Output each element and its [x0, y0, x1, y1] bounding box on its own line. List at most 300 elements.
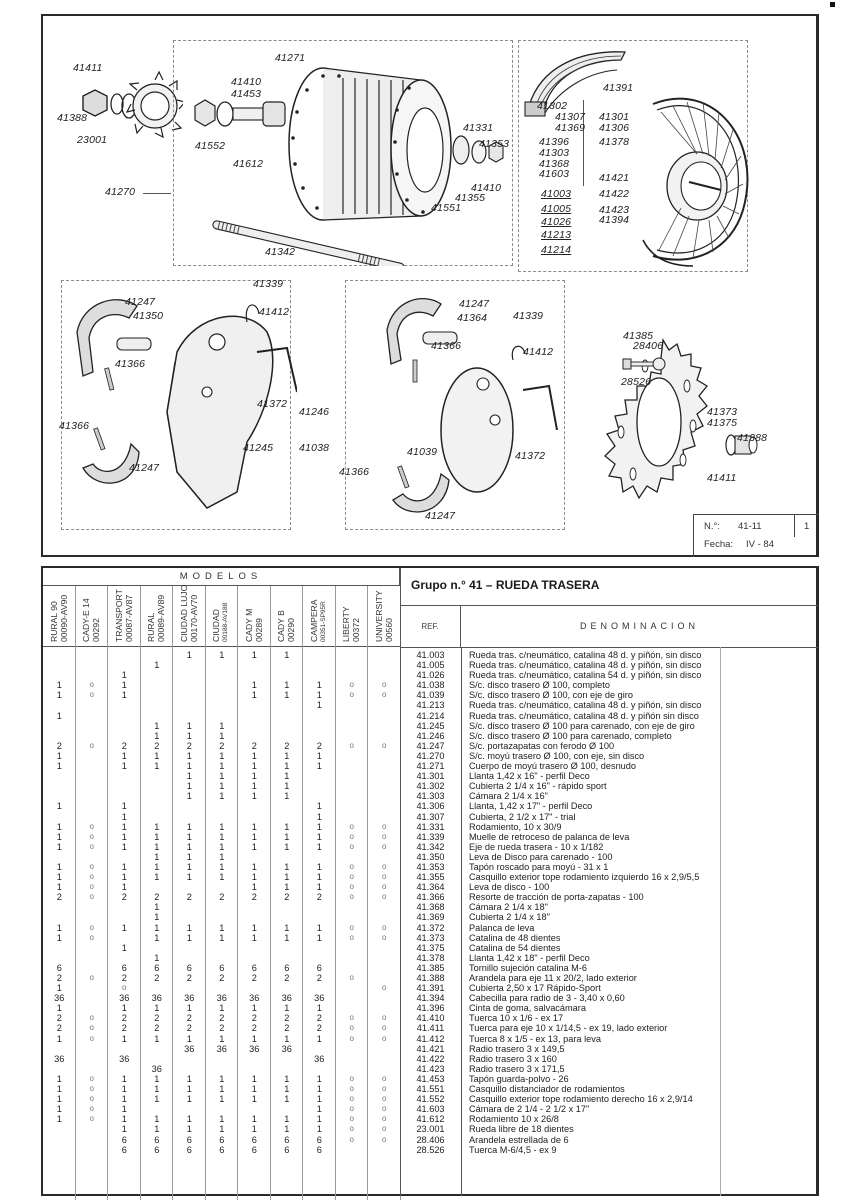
- quantity-cell: o: [89, 831, 94, 841]
- model-column-header: [76, 586, 108, 647]
- part-ref: 41.410: [416, 1013, 445, 1024]
- quantity-cell: 2: [186, 892, 192, 903]
- part-description: Radio trasero 3 x 149,5: [469, 1043, 565, 1054]
- table-row: [43, 731, 818, 741]
- quantity-cell: 1: [121, 1033, 127, 1044]
- brake-plate-standard-drawing: [353, 290, 563, 520]
- quantity-cell: o: [382, 1134, 387, 1144]
- quantity-cell: 36: [281, 993, 292, 1004]
- part-description: Leva de disco - 100: [469, 882, 550, 893]
- quantity-cell: 1: [154, 1003, 160, 1014]
- table-row: [43, 963, 818, 973]
- model-code: 00289: [253, 618, 264, 642]
- quantity-cell: 1: [316, 821, 322, 832]
- quantity-cell: o: [89, 1033, 94, 1043]
- model-label: [341, 606, 361, 642]
- quantity-cell: 1: [121, 872, 127, 883]
- callout-41339-right: 41339: [513, 310, 544, 322]
- model-name: CIUDAD LUJO: [178, 584, 189, 642]
- quantity-cell: 6: [316, 1134, 322, 1145]
- quantity-cell: 1: [56, 1114, 62, 1125]
- model-code: 00290: [286, 618, 297, 642]
- quantity-cell: 36: [54, 1053, 65, 1064]
- quantity-cell: 2: [316, 1023, 322, 1034]
- quantity-cell: 2: [56, 892, 62, 903]
- quantity-cell: 2: [316, 1013, 322, 1024]
- quantity-cell: 1: [316, 680, 322, 691]
- quantity-cell: 6: [121, 1134, 127, 1145]
- part-ref: 41.421: [416, 1043, 445, 1054]
- callout-41366-upper-left: 41366: [115, 358, 146, 370]
- table-row: [43, 700, 818, 710]
- quantity-cell: 1: [186, 720, 192, 731]
- part-description: Eje de rueda trasera - 10 x 1/182: [469, 841, 604, 852]
- quantity-cell: 6: [219, 962, 225, 973]
- model-column-header: [206, 586, 238, 647]
- table-row: [43, 791, 818, 801]
- callout-41378: 41378: [599, 136, 630, 148]
- table-row: [43, 1003, 818, 1013]
- quantity-cell: o: [382, 1033, 387, 1043]
- model-name: CAMPERA: [308, 599, 319, 642]
- quantity-cell: 1: [154, 912, 160, 923]
- table-row: [43, 852, 818, 862]
- table-row: [43, 902, 818, 912]
- sprocket-bolt-drawing: [621, 354, 667, 374]
- part-description: S/c. disco trasero Ø 100 para carenado, con eje de giro: [469, 720, 695, 731]
- quantity-cell: 6: [284, 962, 290, 973]
- quantity-cell: 1: [56, 1003, 62, 1014]
- part-description: S/c. portazapatas con ferodo Ø 100: [469, 740, 615, 751]
- quantity-cell: 1: [219, 932, 225, 943]
- quantity-cell: 36: [184, 1043, 195, 1054]
- quantity-cell: o: [349, 680, 354, 690]
- quantity-cell: 1: [251, 821, 257, 832]
- model-name: CADY B: [276, 610, 287, 642]
- callout-23001: 23001: [77, 134, 108, 146]
- quantity-cell: 1: [186, 1033, 192, 1044]
- table-row: [43, 741, 818, 751]
- table-row: [43, 943, 818, 953]
- callout-41339-left: 41339: [253, 278, 284, 290]
- quantity-cell: 1: [121, 1124, 127, 1135]
- quantity-cell: 36: [281, 1043, 292, 1054]
- part-ref: 41.355: [416, 872, 445, 883]
- callout-28406: 28406: [633, 340, 664, 352]
- part-ref: 41.603: [416, 1104, 445, 1115]
- quantity-cell: 36: [54, 993, 65, 1004]
- part-description: Cabecilla para radio de 3 - 3,40 x 0,60: [469, 993, 625, 1004]
- part-description: Llanta 1,42 x 18" - perfil Deco: [469, 952, 590, 963]
- quantity-cell: 2: [251, 973, 257, 983]
- quantity-cell: 1: [219, 1003, 225, 1014]
- quantity-cell: 1: [316, 1003, 322, 1014]
- quantity-cell: 1: [186, 761, 192, 772]
- quantity-cell: o: [349, 1033, 354, 1043]
- model-column-header: [271, 586, 303, 647]
- quantity-cell: 2: [186, 1023, 192, 1034]
- table-row: [43, 953, 818, 963]
- quantity-cell: 1: [316, 922, 322, 933]
- part-ref: 41.005: [416, 660, 445, 671]
- quantity-cell: 1: [284, 750, 290, 761]
- quantity-cell: o: [349, 1124, 354, 1134]
- part-ref: 41.552: [416, 1094, 445, 1105]
- callout-41422: 41422: [599, 188, 630, 200]
- quantity-cell: 1: [316, 1124, 322, 1135]
- quantity-cell: 1: [219, 730, 225, 741]
- callout-41375: 41375: [707, 417, 738, 429]
- part-description: Casquillo distanciador de rodamientos: [469, 1084, 625, 1095]
- part-ref: 41.391: [416, 983, 445, 994]
- quantity-cell: 1: [186, 1124, 192, 1135]
- quantity-cell: o: [349, 1134, 354, 1144]
- quantity-cell: 36: [119, 1053, 130, 1064]
- quantity-cell: 1: [154, 1073, 160, 1084]
- part-ref: 41.245: [416, 720, 445, 731]
- quantity-cell: 1: [251, 831, 257, 842]
- quantity-cell: 1: [251, 690, 257, 701]
- quantity-cell: 1: [316, 882, 322, 893]
- table-row: [43, 680, 818, 690]
- quantity-cell: 36: [151, 993, 162, 1004]
- quantity-cell: 1: [56, 1084, 62, 1095]
- part-ref: 41.026: [416, 670, 445, 681]
- quantity-cell: 1: [186, 851, 192, 862]
- quantity-cell: o: [382, 1114, 387, 1124]
- part-description: Arandela estrellada de 6: [469, 1134, 569, 1145]
- model-code: 00089-AV89: [156, 594, 167, 642]
- model-label: [244, 609, 264, 642]
- model-column-header: [108, 586, 140, 647]
- quantity-cell: 1: [284, 1073, 290, 1084]
- callout-41366-upper-right: 41366: [431, 340, 462, 352]
- part-description: Rueda tras. c/neumático, catalina 54 d. y piñón, sin disco: [469, 670, 702, 681]
- quantity-cell: 2: [284, 1023, 290, 1034]
- quantity-cell: 1: [121, 670, 127, 681]
- date-label: Fecha:: [704, 539, 734, 550]
- callout-41331: 41331: [463, 122, 494, 134]
- quantity-cell: 1: [186, 872, 192, 883]
- quantity-cell: 1: [121, 680, 127, 691]
- part-ref: 41.422: [416, 1053, 445, 1064]
- part-description: Cubierta 2 1/4 x 18": [469, 912, 550, 923]
- quantity-cell: 1: [316, 1094, 322, 1105]
- quantity-cell: 6: [251, 1144, 257, 1155]
- quantity-cell: 1: [219, 750, 225, 761]
- quantity-cell: 1: [186, 1114, 192, 1125]
- quantity-cell: o: [89, 1104, 94, 1114]
- quantity-cell: o: [89, 973, 94, 982]
- part-ref: 41.342: [416, 841, 445, 852]
- callout-28526: 28526: [621, 376, 652, 388]
- quantity-cell: 1: [219, 720, 225, 731]
- quantity-cell: o: [349, 1084, 354, 1094]
- callout-41350: 41350: [133, 310, 164, 322]
- model-column-header: [141, 586, 173, 647]
- quantity-cell: 1: [251, 750, 257, 761]
- callout-41388-sprocket: 41388: [737, 432, 768, 444]
- quantity-cell: o: [382, 983, 387, 993]
- quantity-cell: 2: [316, 892, 322, 903]
- callout-41453: 41453: [231, 88, 262, 100]
- table-row: [43, 832, 818, 842]
- quantity-cell: 1: [219, 1094, 225, 1105]
- quantity-cell: 36: [184, 993, 195, 1004]
- quantity-cell: o: [89, 1073, 94, 1083]
- quantity-cell: 1: [284, 680, 290, 691]
- quantity-cell: o: [89, 861, 94, 871]
- table-row: [43, 721, 818, 731]
- part-ref: 41.247: [416, 740, 445, 751]
- callout-41410-left: 41410: [231, 76, 262, 88]
- quantity-cell: 36: [151, 1063, 162, 1074]
- quantity-cell: 1: [56, 882, 62, 893]
- quantity-cell: 1: [154, 922, 160, 933]
- table-row: [43, 872, 818, 882]
- quantity-cell: o: [382, 1013, 387, 1023]
- quantity-cell: 1: [251, 1033, 257, 1044]
- quantity-cell: 6: [219, 1134, 225, 1145]
- quantity-cell: 2: [154, 740, 160, 751]
- quantity-cell: 6: [154, 1134, 160, 1145]
- part-description: S/c. disco trasero Ø 100 para carenado, completo: [469, 730, 672, 741]
- quantity-cell: 1: [284, 791, 290, 802]
- quantity-cell: 2: [121, 892, 127, 903]
- callout-41353: 41353: [479, 138, 510, 150]
- quantity-cell: 1: [186, 1094, 192, 1105]
- table-row: [43, 983, 818, 993]
- quantity-cell: 2: [251, 892, 257, 903]
- quantity-cell: 1: [121, 801, 127, 812]
- quantity-cell: 6: [284, 1144, 290, 1155]
- quantity-cell: 36: [216, 1043, 227, 1054]
- quantity-cell: 2: [284, 892, 290, 903]
- table-row: [43, 801, 818, 811]
- page-corner-mark: [830, 2, 835, 7]
- callout-41214: 41214: [541, 244, 572, 256]
- quantity-cell: 1: [251, 650, 257, 660]
- part-description: Casquillo exterior tope rodamiento derecho 16 x 2,9/14: [469, 1094, 693, 1105]
- table-row: [43, 862, 818, 872]
- part-ref: 41.378: [416, 952, 445, 963]
- callout-41412-left: 41412: [259, 306, 290, 318]
- part-ref: 41.366: [416, 892, 445, 903]
- quantity-cell: 1: [56, 750, 62, 761]
- quantity-cell: 2: [219, 1013, 225, 1024]
- quantity-cell: 1: [186, 1003, 192, 1014]
- model-code: 00351-SP95R: [319, 601, 327, 642]
- quantity-cell: 1: [56, 821, 62, 832]
- part-description: Llanta, 1,42 x 17" - perfil Deco: [469, 801, 593, 812]
- table-row: [43, 1145, 818, 1155]
- quantity-cell: o: [89, 690, 94, 700]
- quantity-cell: 1: [121, 750, 127, 761]
- callout-41245: 41245: [243, 442, 274, 454]
- callout-41366-lower-left: 41366: [59, 420, 90, 432]
- model-column-header: [336, 586, 368, 647]
- table-row: [43, 1044, 818, 1054]
- callout-41423: 41423: [599, 204, 630, 216]
- quantity-cell: 1: [284, 1003, 290, 1014]
- part-ref: 41.385: [416, 962, 445, 973]
- quantity-cell: 1: [284, 690, 290, 701]
- quantity-cell: 1: [284, 1114, 290, 1125]
- quantity-cell: o: [349, 1094, 354, 1104]
- callout-41270: 41270: [105, 186, 136, 198]
- quantity-cell: 1: [251, 1094, 257, 1105]
- spoked-wheel-drawing: [613, 90, 753, 270]
- model-label: [276, 610, 296, 642]
- table-row: [43, 1135, 818, 1145]
- quantity-cell: 6: [154, 1144, 160, 1155]
- quantity-cell: 6: [251, 962, 257, 973]
- quantity-cell: o: [349, 1104, 354, 1114]
- callout-41372-left: 41372: [257, 398, 288, 410]
- quantity-cell: 1: [316, 1084, 322, 1095]
- quantity-cell: o: [349, 690, 354, 700]
- part-ref: 41.411: [416, 1023, 445, 1034]
- quantity-cell: 1: [121, 1084, 127, 1095]
- quantity-cell: 2: [251, 1013, 257, 1024]
- quantity-cell: 1: [56, 922, 62, 933]
- table-row: [43, 1074, 818, 1084]
- part-ref: 41.368: [416, 902, 445, 913]
- quantity-cell: 1: [219, 650, 225, 660]
- quantity-cell: 2: [56, 1013, 62, 1024]
- quantity-cell: o: [349, 892, 354, 902]
- quantity-cell: 1: [121, 1003, 127, 1014]
- quantity-cell: 1: [251, 761, 257, 772]
- table-row: [43, 1094, 818, 1104]
- quantity-cell: 1: [219, 872, 225, 883]
- quantity-cell: 2: [121, 1013, 127, 1024]
- quantity-cell: 1: [121, 831, 127, 842]
- quantity-cell: o: [382, 1104, 387, 1114]
- part-description: Tornillo sujeción catalina M-6: [469, 962, 587, 973]
- quantity-cell: 1: [186, 650, 192, 660]
- quantity-cell: 1: [251, 1124, 257, 1135]
- quantity-cell: 1: [316, 700, 322, 711]
- quantity-cell: o: [382, 882, 387, 892]
- part-ref: 28.526: [416, 1144, 445, 1155]
- quantity-cell: o: [382, 690, 387, 700]
- part-ref: 41.453: [416, 1073, 445, 1084]
- quantity-cell: 6: [251, 1134, 257, 1145]
- quantity-cell: o: [349, 1023, 354, 1033]
- table-row: [43, 1114, 818, 1124]
- quantity-cell: 1: [186, 771, 192, 782]
- quantity-cell: 1: [316, 801, 322, 812]
- quantity-cell: o: [349, 922, 354, 932]
- table-row: [43, 1124, 818, 1134]
- model-column-header: [43, 586, 75, 647]
- part-ref: 41.375: [416, 942, 445, 953]
- callout-41372-right: 41372: [515, 450, 546, 462]
- callout-41213: 41213: [541, 229, 572, 241]
- callout-41411: 41411: [73, 62, 103, 74]
- quantity-cell: 2: [121, 1023, 127, 1034]
- quantity-cell: o: [349, 1013, 354, 1023]
- quantity-cell: o: [349, 1073, 354, 1083]
- quantity-cell: 1: [316, 1073, 322, 1084]
- sheet-info-box: [693, 514, 819, 557]
- quantity-cell: 2: [219, 892, 225, 903]
- quantity-cell: o: [89, 821, 94, 831]
- quantity-cell: 1: [219, 851, 225, 862]
- quantity-cell: 1: [316, 841, 322, 852]
- part-ref: 41.271: [416, 761, 445, 772]
- quantity-cell: 6: [186, 962, 192, 973]
- table-row: [43, 1013, 818, 1023]
- part-ref: 41.396: [416, 1003, 445, 1014]
- quantity-cell: 1: [219, 922, 225, 933]
- part-description: S/c. disco trasero Ø 100, con eje de giro: [469, 690, 633, 701]
- quantity-cell: 1: [251, 1114, 257, 1125]
- part-description: Radio trasero 3 x 171,5: [469, 1063, 565, 1074]
- quantity-cell: 1: [154, 872, 160, 883]
- quantity-cell: 1: [154, 761, 160, 772]
- quantity-cell: 2: [154, 892, 160, 903]
- part-description: Tapón guarda-polvo - 26: [469, 1073, 569, 1084]
- part-description: Cuerpo de moyú trasero Ø 100, desnudo: [469, 761, 637, 772]
- group-title: Grupo n.° 41 – RUEDA TRASERA: [411, 578, 600, 592]
- part-ref: 41.372: [416, 922, 445, 933]
- table-row: [43, 892, 818, 902]
- quantity-cell: 1: [121, 861, 127, 872]
- quantity-cell: o: [349, 740, 354, 750]
- callout-41307: 41307: [555, 111, 586, 123]
- quantity-cell: 1: [219, 1124, 225, 1135]
- callout-41603: 41603: [539, 168, 570, 180]
- callout-41247-top-left: 41247: [125, 296, 156, 308]
- model-name: UNIVERSITY: [373, 590, 384, 642]
- quantity-cell: 1: [121, 811, 127, 822]
- quantity-cell: 1: [284, 831, 290, 842]
- quantity-cell: 1: [219, 1084, 225, 1095]
- quantity-cell: 2: [251, 1023, 257, 1034]
- callout-41410-right: 41410: [471, 182, 502, 194]
- part-ref: 28.406: [416, 1134, 445, 1145]
- quantity-cell: 2: [251, 740, 257, 751]
- quantity-cell: 1: [251, 1073, 257, 1084]
- part-description: S/c. disco trasero Ø 100, completo: [469, 680, 610, 691]
- table-row: [43, 690, 818, 700]
- quantity-cell: o: [349, 882, 354, 892]
- quantity-cell: 1: [251, 932, 257, 943]
- callout-41303: 41303: [539, 147, 570, 159]
- denomination-column-header: DENOMINACION: [579, 621, 699, 631]
- quantity-cell: 1: [154, 861, 160, 872]
- quantity-cell: 1: [316, 861, 322, 872]
- models-header: MODELOS: [43, 568, 400, 586]
- callout-41394: 41394: [599, 214, 630, 226]
- quantity-cell: o: [349, 821, 354, 831]
- quantity-cell: 2: [284, 973, 290, 983]
- quantity-cell: 1: [251, 791, 257, 802]
- part-ref: 41.307: [416, 811, 445, 822]
- quantity-cell: o: [89, 841, 94, 851]
- quantity-cell: o: [382, 922, 387, 932]
- part-description: Rueda tras. c/neumático, catalina 48 d. y piñón sin disco: [469, 710, 699, 721]
- quantity-cell: 1: [121, 761, 127, 772]
- part-description: Rueda tras. c/neumático, catalina 48 d. y piñón, sin disco: [469, 660, 702, 671]
- quantity-cell: 1: [186, 831, 192, 842]
- quantity-cell: 1: [56, 1104, 62, 1115]
- quantity-cell: 1: [56, 801, 62, 812]
- quantity-cell: 1: [154, 1084, 160, 1095]
- quantity-cell: 2: [121, 740, 127, 751]
